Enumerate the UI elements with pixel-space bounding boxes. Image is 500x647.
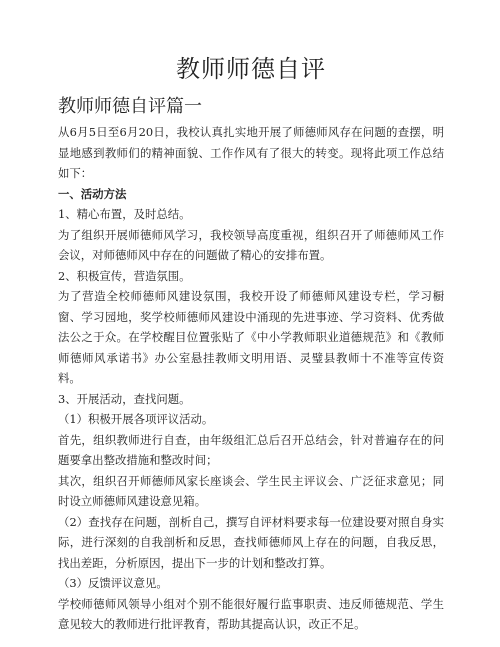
paragraph: 2、积极宣传，营造氛围。 bbox=[58, 268, 191, 283]
paragraph: （3）反馈评议意见。 bbox=[58, 576, 168, 590]
paragraph-heading: 一、活动方法 bbox=[58, 186, 127, 201]
paragraph: 为了营造全校师德师风建设氛围，我校开设了师德师风建设专栏，学习橱窗、学习园地，奖学校师德师风建设中涌现的先进事迹、学习资料、优秀做法公之于众。在学校醒目位置张贴了《中小学教师职业道德规范》和《教师师德师风承诺书》办公室悬挂教师文明用语、灵璧县教师十不准等宣传资料。 bbox=[58, 289, 444, 385]
paragraph: 学校师德师风领导小组对个别不能很好履行监事职责、违反师德规范、学生意见较大的教师进行批评教育，帮助其提高认识，改正不足。 bbox=[58, 596, 444, 631]
paragraph: 为了组织开展师德师风学习，我校领导高度重视，组织召开了师德师风工作会议，对师德师风中存在的问题做了精心的安排布置。 bbox=[58, 227, 444, 262]
document-title: 教师师德自评 bbox=[176, 55, 326, 83]
paragraph: 其次，组织召开师德师风家长座谈会、学生民主评议会、广泛征求意见；同时设立师德师风建设意见箱。 bbox=[58, 473, 444, 508]
paragraph: （1）积极开展各项评议活动。 bbox=[58, 412, 214, 426]
section-title: 教师师德自评篇一 bbox=[58, 96, 202, 117]
paragraph: 首先，组织教师进行自查，由年级组汇总后召开总结会，针对普遍存在的问题要拿出整改措施和整改时间； bbox=[58, 432, 444, 467]
paragraph: 3、开展活动，查找问题。 bbox=[58, 391, 191, 406]
paragraph: （2）查找存在问题，剖析自己，撰写自评材料要求每一位建设要对照自身实际，进行深刻的自我剖析和反思，查找师德师风上存在的问题，自我反思，找出差距，分析原因，提出下一步的计划和整改打算。 bbox=[58, 514, 444, 570]
paragraph: 从6月5日至6月20日，我校认真扎实地开展了师德师风存在问题的查摆，明显地感到教师们的精神面貌、工作作风有了很大的转变。现将此项工作总结如下： bbox=[58, 125, 444, 180]
paragraph: 1、精心布置，及时总结。 bbox=[58, 207, 191, 221]
document-body bbox=[58, 122, 444, 635]
